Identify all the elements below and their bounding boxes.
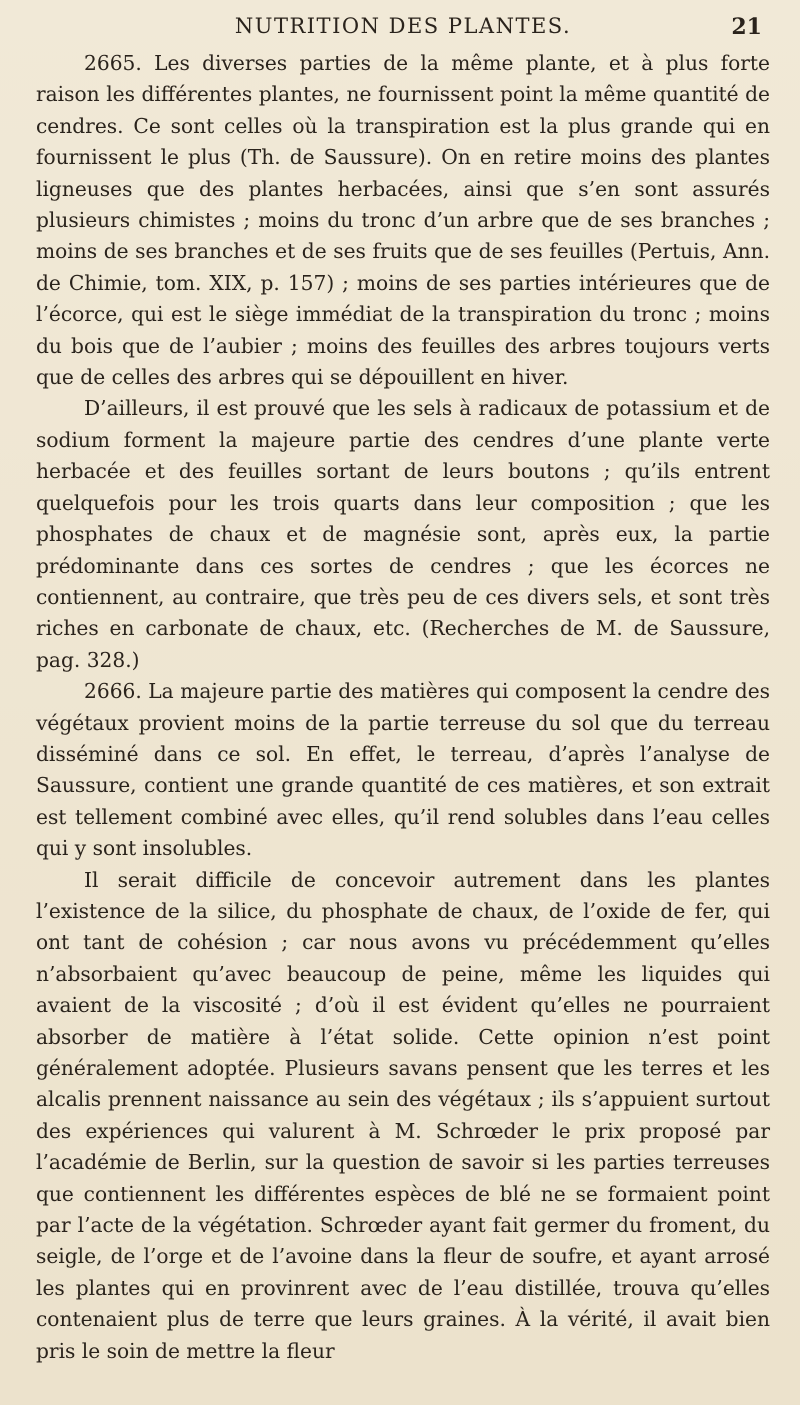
paragraph-potassium-salts: D’ailleurs, il est prouvé que les sels à radicaux de potassium et de sodium forment la majeure partie des cendres d’une plante verte herbacée et des feuilles sortant de leurs boutons ; qu’ils entrent quelquefois pour les trois quarts dans leur composition ; que les phosphates de chaux et de magnésie sont, après eux, la partie prédominante dans ces sortes de cendres ; que les écorces ne contiennent, au contraire, que très peu de ces divers sels, et sont très riches en carbonate de chaux, etc. (Recherches de M. de Saussure, pag. 328.) <box>36 396 770 672</box>
body-text <box>36 48 770 1367</box>
page-number: 21 <box>731 14 762 40</box>
paragraph-2665: 2665. Les diverses parties de la même plante, et à plus forte raison les différentes plantes, ne fournissent point la même quantité de cendres. Ce sont celles où la transpiration est la plus grande qui en fournissent le plus (Th. de Saussure). On en retire moins des plantes ligneuses que des plantes herbacées, ainsi que s’en sont assurés plusieurs chimistes ; moins du tronc d’un arbre que de ses branches ; moins de ses branches et de ses fruits que de ses feuilles (Pertuis, Ann. de Chimie, tom. XIX, p. 157) ; moins de ses parties intérieures que de l’écorce, qui est le siège immédiat de la transpiration du tronc ; moins du bois que de l’aubier ; moins des feuilles des arbres toujours verts que de celles des arbres qui se dépouillent en hiver. <box>36 51 770 390</box>
paragraph-2666: 2666. La majeure partie des matières qui composent la cendre des végétaux provient moins de la partie terreuse du sol que du terreau disséminé dans ce sol. En effet, le terreau, d’après l’analyse de Saussure, contient une grande quantité de ces matières, et son extrait est tellement combiné avec elles, qu’il rend solubles dans l’eau celles qui y sont insolubles. <box>36 679 770 861</box>
paragraph-silica: Il serait difficile de concevoir autrement dans les plantes l’existence de la silice, du phosphate de chaux, de l’oxide de fer, qui ont tant de cohésion ; car nous avons vu précédemment qu’elles n’absorbaient qu’avec beaucoup de peine, même les liquides qui avaient de la viscosité ; d’où il est évident qu’elles ne pourraient absorber de matière à l’état solide. Cette opinion n’est point généralement adoptée. Plusieurs savans pensent que les terres et les alcalis prennent naissance au sein des végétaux ; ils s’appuient surtout des expériences qui valurent à M. Schrœder le prix proposé par l’académie de Berlin, sur la question de savoir si les parties terreuses que contiennent les différentes espèces de blé ne se formaient point par l’acte de la végétation. Schrœder ayant fait germer du froment, du seigle, de l’orge et de l’avoine dans la fleur de soufre, et ayant arrosé les plantes qui en provinrent avec de l’eau distillée, trouva qu’elles contenaient plus de terre que leurs graines. À la vérité, il avait bien pris le soin de mettre la fleur <box>36 867 770 1363</box>
running-head <box>36 8 770 48</box>
running-title: NUTRITION DES PLANTES. <box>234 14 572 38</box>
